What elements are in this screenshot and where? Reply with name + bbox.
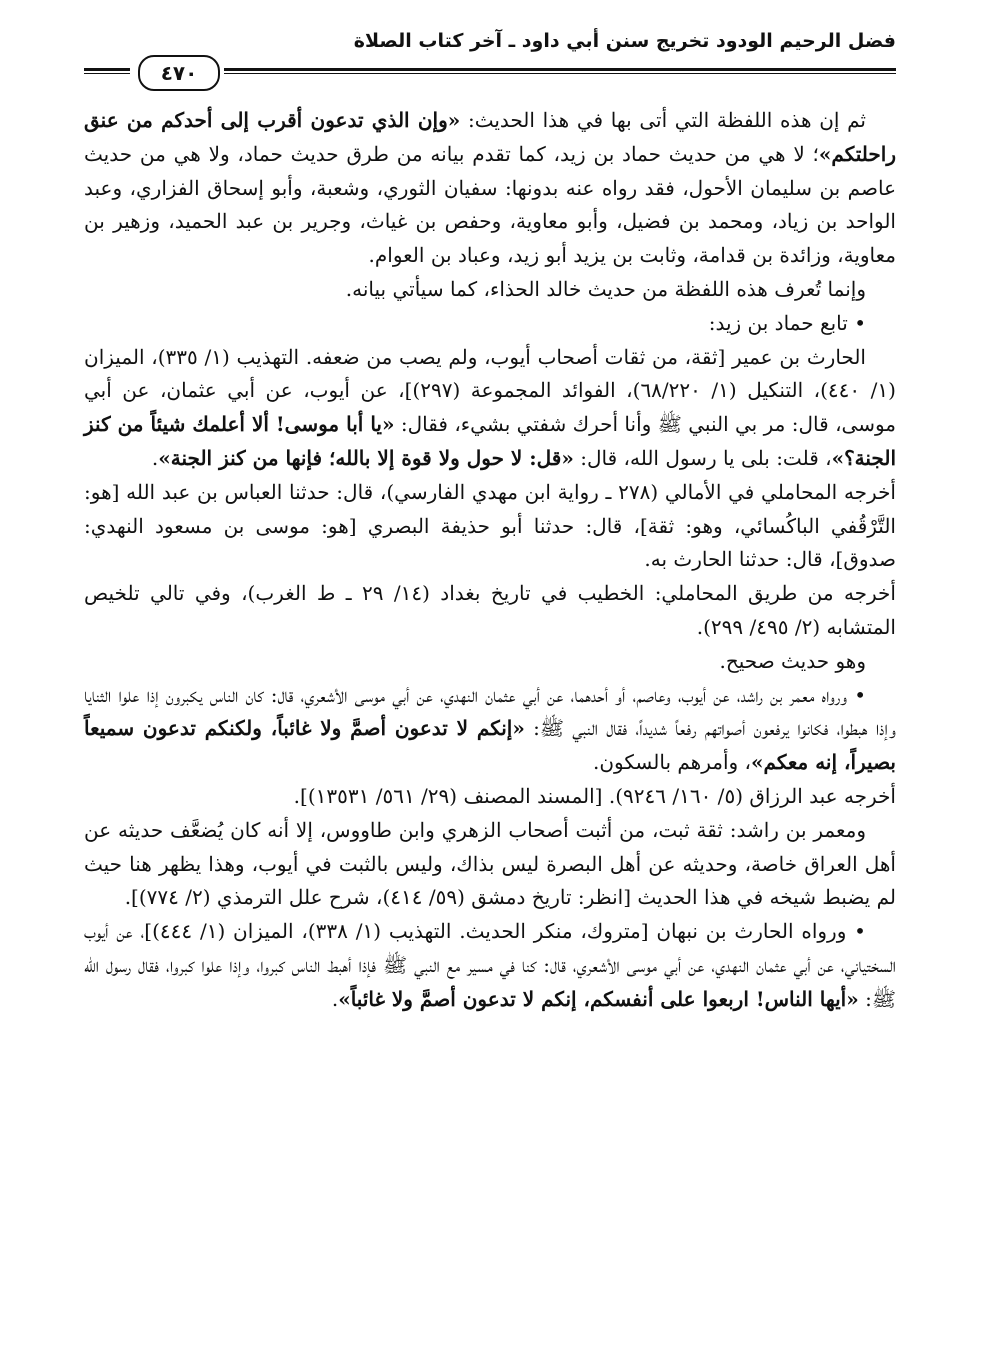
text-run: وإنما تُعرف هذه اللفظة من حديث خالد الحذاء، كما سيأتي بيانه. [345, 276, 866, 301]
hadith-quote: «يا أبا موسى! ألا أعلمك شيئاً من كنز الجنة؟» [84, 412, 896, 470]
paragraph [84, 679, 896, 780]
page-number: ٤٧٠ [138, 55, 220, 91]
text-run: الحارث بن عمير [ثقة، من ثقات أصحاب أيوب، ولم يصب من ضعفه. التهذيب (١/ ٣٣٥)، الميزان (١/ ٤٤٠)، التنكيل (١/ ٦٨/٢٢٠)، الفوائد المجموعة (٢٩٧)]، عن أيوب، عن أبي عثمان، عن أبي موسى، قال: مر بي النبي ﷺ وأنا أحرك شفتي بشيء، فقال: [84, 344, 897, 437]
hadith-quote: «إنكم لا تدعون أصمَّ ولا غائباً، ولكنكم تدعون سميعاً بصيراً، إنه معكم» [84, 716, 896, 775]
text-run: • تابع حماد بن زيد: [708, 310, 866, 335]
paragraph [84, 645, 896, 679]
main-text [84, 104, 896, 1017]
paragraph [84, 341, 896, 476]
hadith-quote: «وإن الذي تدعون أقرب إلى أحدكم من عنق راحلتكم» [84, 108, 896, 166]
running-title: فضل الرحيم الودود تخريج سنن أبي داود ـ آخر كتاب الصلاة [353, 30, 896, 52]
paragraph [84, 814, 896, 915]
text-run: . [331, 986, 339, 1011]
text-run: أخرجه من طريق المحاملي: الخطيب في تاريخ بغداد (١٤/ ٢٩ ـ ط الغرب)، وفي تالي تلخيص المتشابه (٢/ ٤٩٥/ ٢٩٩). [84, 581, 896, 639]
text-run: أخرجه المحاملي في الأمالي (٢٧٨ ـ رواية ابن مهدي الفارسي)، قال: حدثنا العباس بن عبد الله [هو: التَّرْقُفي الباكُسائي، وهو: ثقة]، قال: حدثنا أبو حذيفة البصري [هو: موسى بن مسعود النهدي: صدوق]، قال: حدثنا الحارث به. [84, 479, 896, 572]
text-run: ، قلت: بلى يا رسول الله، قال: [573, 445, 832, 470]
hadith-quote: «أيها الناس! اربعوا على أنفسكم، إنكم لا تدعون أصمَّ ولا غائباً» [338, 986, 859, 1011]
text-run: ؛ لا هي من حديث حماد بن زيد، كما تقدم بيانه من طرق حديث حماد، ولا هي من حديث عاصم بن سليمان الأحول، فقد رواه عنه بدونها: سفيان الثوري، وشعبة، وأبو إسحاق الفزاري، وعبد الواحد بن زياد، ومحمد بن فضيل، وأبو معاوية، وحفص بن غياث، وجرير بن عبد الحميد، وزهير بن معاوية، وزائدة بن قدامة، وثابت بن يزيد أبو زيد، وعباد بن العوام. [84, 141, 897, 268]
text-run: أخرجه عبد الرزاق (٥/ ١٦٠/ ٩٢٤٦). [المسند المصنف (٢٩/ ٥٦١/ ١٣٥٣١)]. [293, 783, 896, 808]
paragraph [84, 780, 896, 814]
text-run: . [151, 445, 159, 470]
text-run: • ورواه الحارث بن نبهان [متروك، منكر الحديث. التهذيب (١/ ٣٣٨)، الميزان (١/ ٤٤٤)]، عن أيوب السختياني، عن أبي عثمان النهدي، عن أبي موسى الأشعري، قال: كنا في مسير مع النبي ﷺ فإذا أهبط الناس كبروا، وإذا علوا كبروا، فقال رسول الله ﷺ: [84, 919, 896, 1011]
paragraph [84, 915, 896, 1016]
paragraph [84, 307, 896, 341]
text-run: • ورواه معمر بن راشد، عن أيوب، وعاصم، أو أحدهما، عن أبي عثمان النهدي، عن أبي موسى الأشعري، قال: كان الناس يكبرون إذا علوا الثنايا وإذا هبطوا، فكانوا يرفعون أصواتهم رفعاً شديداً، فقال النبي ﷺ: [84, 682, 896, 741]
text-run: ، وأمرهم بالسكون. [593, 750, 752, 775]
text-run: ثم إن هذه اللفظة التي أتى بها في هذا الحديث: [460, 108, 866, 132]
paragraph [84, 104, 896, 273]
text-run: ومعمر بن راشد: ثقة ثبت، من أثبت أصحاب الزهري وابن طاووس، إلا أنه كان يُضعَّف حديثه عن أهل العراق خاصة، وحديثه عن أهل البصرة ليس بذاك، وليس بالثبت في أيوب، وهذا يظهر هنا حيث لم يضبط شيخه في هذا الحديث [انظر: تاريخ دمشق (٥٩/ ٤١٤)، شرح علل الترمذي (٢/ ٧٧٤)]. [84, 817, 896, 910]
paragraph [84, 577, 896, 645]
text-run: وهو حديث صحيح. [719, 648, 866, 673]
paragraph [84, 476, 896, 577]
paragraph [84, 273, 896, 307]
hadith-quote: «قل: لا حول ولا قوة إلا بالله؛ فإنها من كنز الجنة» [158, 445, 574, 470]
